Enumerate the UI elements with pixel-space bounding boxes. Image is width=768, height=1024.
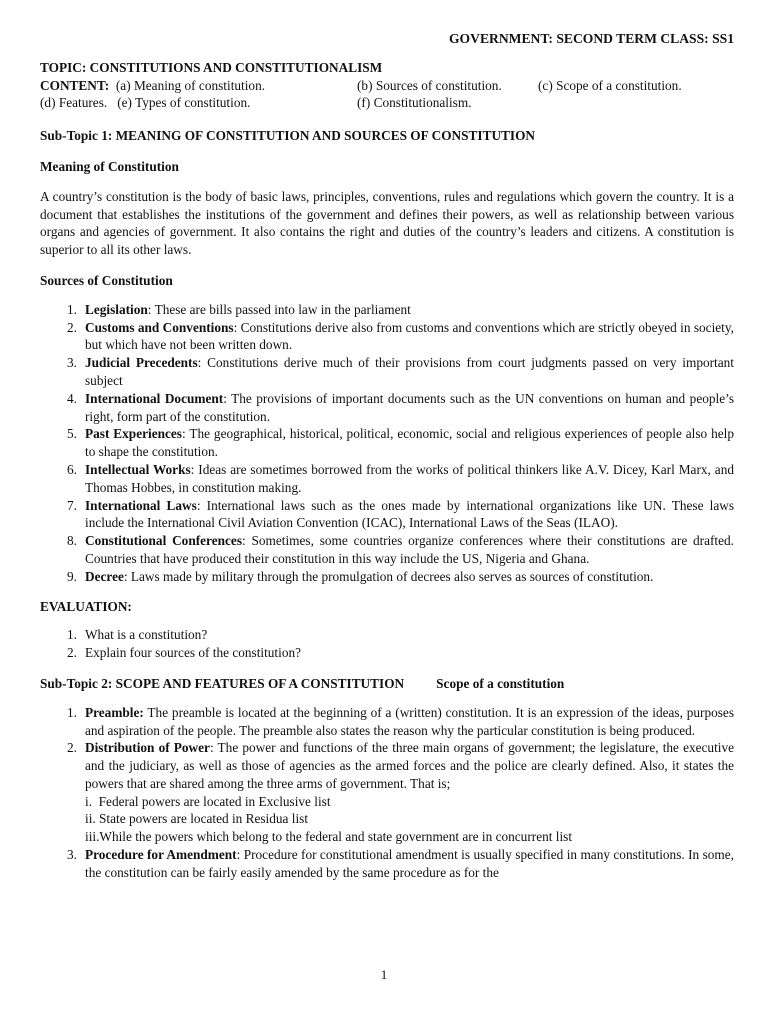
content-c: (c) Scope of a constitution. — [538, 77, 682, 93]
content-row-2 — [40, 94, 734, 112]
roman-item: ii. State powers are located in Residua list — [85, 811, 309, 827]
roman-item: iii.While the powers which belong to the federal and state government are in concurrent list — [85, 829, 573, 845]
content-b: (b) Sources of constitution. — [357, 77, 502, 93]
page-number: 1 — [380, 967, 388, 982]
sources-list — [40, 301, 734, 586]
list-item: 8. Constitutional Conferences: Sometimes, some countries organize conferences where their constitutions are drafted. Countries that have produced their constitution in this way include the US, Nigeria and Ghana. — [67, 533, 735, 566]
list-item: 3. Procedure for Amendment: Procedure for constitutional amendment is usually specified in many constitutions. In some, the constitution can be fairly easily amended by the same procedure as for the — [67, 847, 734, 880]
document-header: GOVERNMENT: SECOND TERM CLASS: SS1 — [448, 31, 734, 46]
evaluation-heading: EVALUATION: — [40, 598, 132, 614]
subtopic-2-title: Sub-Topic 2: SCOPE AND FEATURES OF A CONSTITUTION Scope of a constitution — [40, 675, 565, 691]
document-page — [40, 30, 734, 882]
content-f: (f) Constitutionalism. — [357, 95, 472, 111]
scope-list — [40, 704, 734, 882]
meaning-heading: Meaning of Constitution — [40, 158, 179, 174]
evaluation-list — [40, 626, 734, 662]
list-item: 1. Preamble: The preamble is located at the beginning of a (written) constitution. It is an expression of the ideas, purposes and aspiration of the people. The preamble also states the reason why the particular constitution is being produced. — [67, 704, 734, 738]
roman-item: i. Federal powers are located in Exclusive list — [85, 793, 331, 809]
content-a: (a) Meaning of constitution. — [115, 77, 266, 93]
list-item: 2. Distribution of Power: The power and functions of the three main organs of government; the legislature, the executive and the judiciary, as well as those of agencies as the armed forces and the police are clearly defined. Also, it states the powers that are shared among the three arms of government. That is; i. Federal powers are located in Exclusive list ii. State powers are located in Residua list iii.While the powers which belong to the federal and state government are in concurrent list — [67, 740, 735, 845]
list-item: 1. Legislation: These are bills passed into law in the parliament — [67, 301, 411, 317]
list-item: 4. International Document: The provisions of important documents such as the UN conventions on human and people’s right, form part of the constitution. — [67, 390, 734, 424]
topic-title: TOPIC: CONSTITUTIONS AND CONSTITUTIONALISM — [40, 59, 383, 75]
list-item: 5. Past Experiences: The geographical, historical, political, economic, social and religious experiences of people also help to shape the constitution. — [67, 426, 735, 460]
list-item: 3. Judicial Precedents: Constitutions derive much of their provisions from court judgments passed on very important subject — [67, 355, 734, 388]
list-item: 9. Decree: Laws made by military through the promulgation of decrees also serves as sources of constitution. — [67, 568, 654, 584]
list-item: 1. What is a constitution? — [67, 627, 208, 643]
meaning-paragraph: A country’s constitution is the body of basic laws, principles, conventions, rules and regulations which govern the country. It is a document that establishes the institutions of the government and defines their powers, as well as relationship between various organs and agencies of government. It also contains the right and duties of the country’s leaders and citizens. A constitution is superior to all its other laws. — [40, 188, 734, 258]
sources-heading: Sources of Constitution — [40, 272, 173, 288]
content-e: (e) Types of constitution. — [117, 95, 251, 111]
list-item: 2. Explain four sources of the constitution? — [67, 645, 302, 661]
content-label: CONTENT: — [40, 77, 110, 93]
roman-list — [85, 793, 734, 846]
content-row-1 — [40, 77, 734, 95]
content-d: (d) Features. — [40, 95, 108, 111]
subtopic-1-title: Sub-Topic 1: MEANING OF CONSTITUTION AND SOURCES OF CONSTITUTION — [40, 128, 536, 144]
list-item: 6. Intellectual Works: Ideas are sometimes borrowed from the works of political thinkers like A.V. Dicey, Karl Marx, and Thomas Hobbes, in constitution making. — [67, 461, 734, 495]
list-item: 7. International Laws: International laws such as the ones made by international organizations like UN. These laws include the International Civil Aviation Convention (ICAC), International Laws of the Seas (ILAO). — [67, 497, 735, 531]
list-item: 2. Customs and Conventions: Constitutions derive also from customs and conventions which are strictly obeyed in society, but which have not been written down. — [67, 319, 734, 353]
scope-heading: Scope of a constitution — [436, 675, 565, 691]
